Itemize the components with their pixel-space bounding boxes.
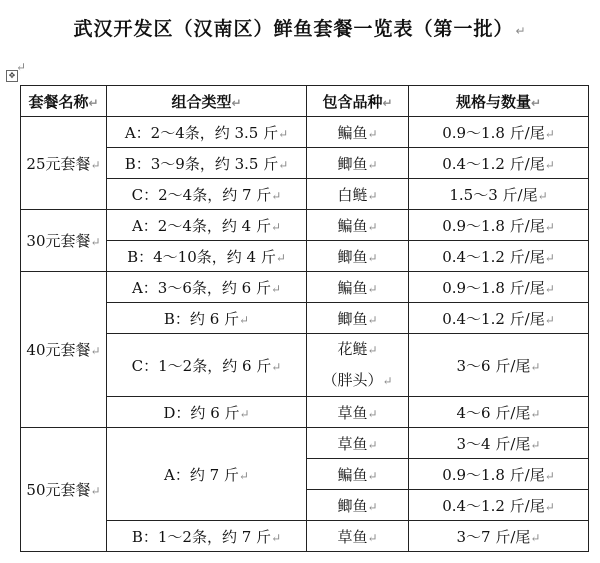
- package-name-cell: 25元套餐↵: [21, 117, 107, 210]
- header-package-name: 套餐名称↵: [21, 86, 107, 117]
- table-row: [21, 428, 589, 459]
- spec-cell: 3～6 斤/尾↵: [409, 334, 589, 397]
- fish-variety-cell: 鲫鱼↵: [307, 303, 409, 334]
- combo-type-cell: B：3～9条，约 3.5 斤↵: [107, 148, 307, 179]
- spec-cell: 0.9～1.8 斤/尾↵: [409, 117, 589, 148]
- table-row: [21, 334, 589, 397]
- table-row: [21, 397, 589, 428]
- fish-variety-cell: 花鲢↵ （胖头）↵: [307, 334, 409, 397]
- combo-type-cell: B：约 6 斤↵: [107, 303, 307, 334]
- fish-variety-cell: 鳊鱼↵: [307, 210, 409, 241]
- spec-cell: 0.9～1.8 斤/尾↵: [409, 210, 589, 241]
- header-combo-type: 组合类型↵: [107, 86, 307, 117]
- fish-variety-cell: 鲫鱼↵: [307, 490, 409, 521]
- combo-type-cell: C：1～2条，约 6 斤↵: [107, 334, 307, 397]
- paragraph-mark: ↵: [16, 60, 27, 74]
- combo-type-cell: B：1～2条，约 7 斤↵: [107, 521, 307, 552]
- package-name-cell: 30元套餐↵: [21, 210, 107, 272]
- package-name-cell: 50元套餐↵: [21, 428, 107, 552]
- fish-package-table: [20, 85, 589, 552]
- combo-type-cell: D：约 6 斤↵: [107, 397, 307, 428]
- table-row: [21, 148, 589, 179]
- table-row: [21, 241, 589, 272]
- page-title: 武汉开发区（汉南区）鲜鱼套餐一览表（第一批） ↵: [73, 18, 527, 40]
- combo-type-cell: A：3～6条，约 6 斤↵: [107, 272, 307, 303]
- combo-type-cell: A：2～4条，约 3.5 斤↵: [107, 117, 307, 148]
- fish-variety-cell: 白鲢↵: [307, 179, 409, 210]
- package-name-cell: 40元套餐↵: [21, 272, 107, 428]
- header-fish-variety: 包含品种↵: [307, 86, 409, 117]
- table-row: [21, 210, 589, 241]
- table-row: [21, 117, 589, 148]
- combo-type-cell: A：约 7 斤↵: [107, 428, 307, 521]
- spec-cell: 1.5～3 斤/尾↵: [409, 179, 589, 210]
- table-row: [21, 303, 589, 334]
- fish-variety-cell: 草鱼↵: [307, 521, 409, 552]
- spec-cell: 0.4～1.2 斤/尾↵: [409, 241, 589, 272]
- table-row: [21, 272, 589, 303]
- spec-cell: 0.4～1.2 斤/尾↵: [409, 148, 589, 179]
- combo-type-cell: A：2～4条，约 4 斤↵: [107, 210, 307, 241]
- spec-cell: 4～6 斤/尾↵: [409, 397, 589, 428]
- fish-variety-cell: 鳊鱼↵: [307, 272, 409, 303]
- spec-cell: 0.4～1.2 斤/尾↵: [409, 490, 589, 521]
- spec-cell: 0.9～1.8 斤/尾↵: [409, 272, 589, 303]
- spec-cell: 3～4 斤/尾↵: [409, 428, 589, 459]
- table-move-handle-icon[interactable]: ✥: [6, 70, 18, 82]
- spec-cell: 3～7 斤/尾↵: [409, 521, 589, 552]
- header-spec-quantity: 规格与数量↵: [409, 86, 589, 117]
- table-row: [21, 521, 589, 552]
- spec-cell: 0.4～1.2 斤/尾↵: [409, 303, 589, 334]
- fish-variety-cell: 草鱼↵: [307, 397, 409, 428]
- fish-variety-cell: 草鱼↵: [307, 428, 409, 459]
- combo-type-cell: C：2～4条，约 7 斤↵: [107, 179, 307, 210]
- fish-variety-cell: 鲫鱼↵: [307, 148, 409, 179]
- fish-variety-cell: 鳊鱼↵: [307, 117, 409, 148]
- fish-variety-cell: 鲫鱼↵: [307, 241, 409, 272]
- spec-cell: 0.9～1.8 斤/尾↵: [409, 459, 589, 490]
- table-row: [21, 179, 589, 210]
- combo-type-cell: B：4～10条，约 4 斤↵: [107, 241, 307, 272]
- fish-variety-cell: 鳊鱼↵: [307, 459, 409, 490]
